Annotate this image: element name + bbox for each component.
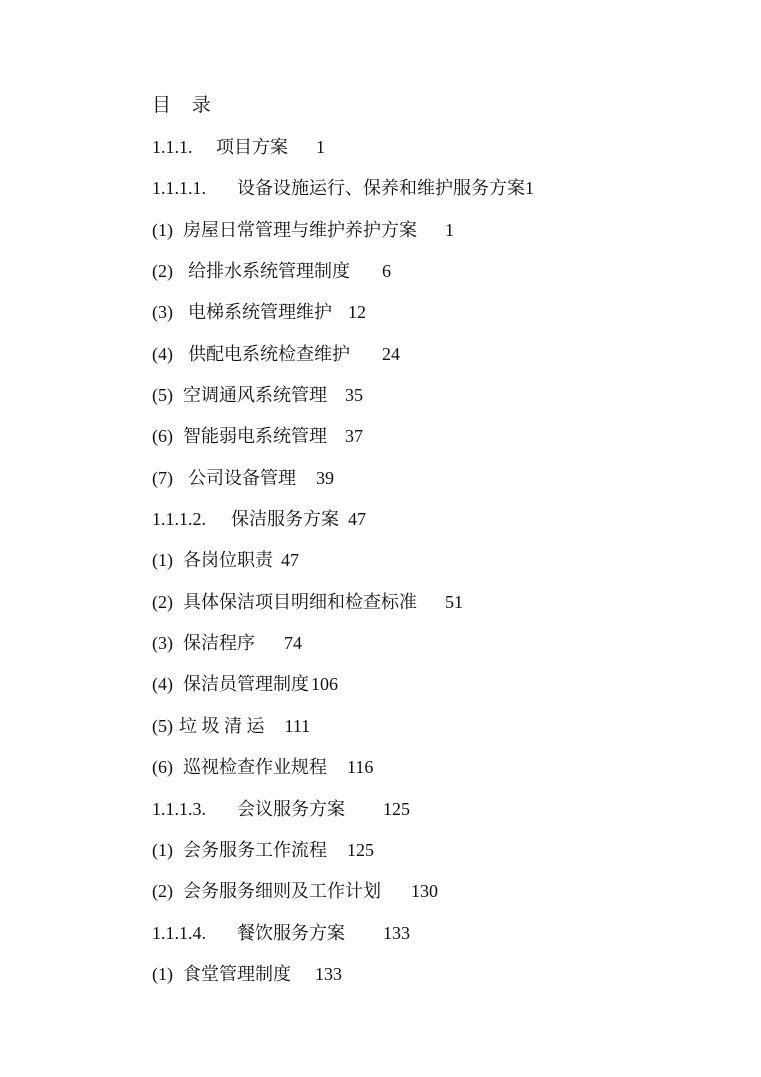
toc-entry[interactable] [152, 672, 534, 713]
toc-entry-number: (6) [152, 757, 173, 778]
toc-entry[interactable] [152, 921, 534, 962]
toc-entry-text: 公司设备管理 [188, 467, 296, 488]
toc-entry[interactable] [152, 590, 534, 631]
toc-entry-number: (2) [152, 591, 173, 612]
toc-entry-page: 130 [411, 881, 438, 902]
toc-entry-text: 给排水系统管理制度 [188, 261, 350, 282]
toc-entry[interactable] [152, 176, 534, 217]
toc-entry-page: 133 [383, 922, 410, 943]
toc-entry-text: 保洁员管理制度 [183, 674, 309, 695]
toc-entry-page: 1 [525, 178, 534, 199]
toc-entry[interactable] [152, 218, 534, 259]
toc-entry-page: 106 [311, 674, 338, 695]
toc-entry-text: 各岗位职责 [183, 550, 273, 571]
toc-entry[interactable] [152, 342, 534, 383]
toc-entry-number: (4) [152, 674, 173, 695]
toc-entry-page: 51 [445, 591, 463, 612]
toc-entry-page: 37 [345, 426, 363, 447]
toc-entry[interactable] [152, 548, 534, 589]
toc-entry-number: (1) [152, 550, 173, 571]
toc-entry-page: 74 [284, 633, 302, 654]
toc-entry-text: 供配电系统检查维护 [188, 343, 350, 364]
toc-entry-text: 餐饮服务方案 [237, 922, 345, 943]
toc-entry-page: 116 [347, 757, 374, 778]
toc-entry[interactable] [152, 507, 534, 548]
toc-entry-text: 房屋日常管理与维护养护方案 [183, 219, 417, 240]
toc-entry[interactable] [152, 962, 534, 1003]
toc-entry[interactable] [152, 383, 534, 424]
toc-entry-text: 会议服务方案 [237, 798, 345, 819]
table-of-contents [152, 135, 534, 1003]
toc-entry-number: (5) [152, 385, 173, 406]
toc-entry-page: 133 [315, 963, 342, 984]
toc-title: 目 录 [152, 95, 219, 116]
toc-entry-text: 保洁程序 [183, 633, 255, 654]
toc-entry-number: (6) [152, 426, 173, 447]
toc-entry[interactable] [152, 838, 534, 879]
toc-entry-text: 空调通风系统管理 [183, 385, 327, 406]
toc-entry-number: (1) [152, 219, 173, 240]
toc-entry-number: (5) [152, 715, 173, 736]
toc-entry[interactable] [152, 631, 534, 672]
toc-entry-page: 6 [382, 261, 391, 282]
toc-entry-text: 保洁服务方案 [231, 509, 339, 530]
toc-entry-page: 12 [348, 302, 366, 323]
toc-entry[interactable] [152, 879, 534, 920]
toc-entry-text: 项目方案 [216, 137, 288, 157]
toc-entry-page: 125 [383, 798, 410, 819]
toc-entry-text: 电梯系统管理维护 [188, 302, 332, 323]
toc-entry-text: 食堂管理制度 [183, 963, 291, 984]
toc-entry-text: 会务服务细则及工作计划 [183, 881, 381, 902]
toc-entry-number: (1) [152, 839, 173, 860]
toc-entry[interactable] [152, 466, 534, 507]
toc-entry-number: (7) [152, 467, 173, 488]
toc-entry-page: 39 [316, 467, 334, 488]
toc-entry[interactable] [152, 259, 534, 300]
toc-entry-page: 1 [445, 219, 454, 240]
toc-entry[interactable] [152, 300, 534, 341]
toc-entry-page: 1 [316, 137, 325, 157]
toc-entry-text: 具体保洁项目明细和检查标准 [183, 591, 417, 612]
toc-entry[interactable] [152, 755, 534, 796]
toc-entry[interactable] [152, 135, 534, 176]
toc-entry-page: 35 [345, 385, 363, 406]
toc-entry-number: (4) [152, 343, 173, 364]
toc-entry-number: (3) [152, 633, 173, 654]
toc-entry-number: 1.1.1.2. [152, 509, 206, 530]
toc-entry-text: 巡视检查作业规程 [183, 757, 327, 778]
toc-entry-number: (3) [152, 302, 173, 323]
toc-entry[interactable] [152, 797, 534, 838]
toc-entry-page: 111 [284, 715, 311, 736]
toc-entry-page: 125 [347, 839, 374, 860]
toc-entry-text: 设备设施运行、保养和维护服务方案 [237, 178, 525, 199]
toc-entry-number: 1.1.1. [152, 137, 193, 157]
toc-entry-number: (2) [152, 261, 173, 282]
toc-entry[interactable] [152, 424, 534, 465]
toc-entry-number: 1.1.1.4. [152, 922, 206, 943]
toc-entry-number: (2) [152, 881, 173, 902]
toc-entry-page: 47 [281, 550, 299, 571]
toc-entry-text: 垃 圾 清 运 [179, 715, 265, 736]
toc-entry-text: 会务服务工作流程 [183, 839, 327, 860]
toc-entry-page: 47 [348, 509, 366, 530]
toc-entry-page: 24 [382, 343, 400, 364]
toc-entry[interactable] [152, 714, 534, 755]
toc-entry-number: 1.1.1.3. [152, 798, 206, 819]
toc-entry-number: 1.1.1.1. [152, 178, 206, 199]
toc-entry-number: (1) [152, 963, 173, 984]
toc-entry-text: 智能弱电系统管理 [183, 426, 327, 447]
